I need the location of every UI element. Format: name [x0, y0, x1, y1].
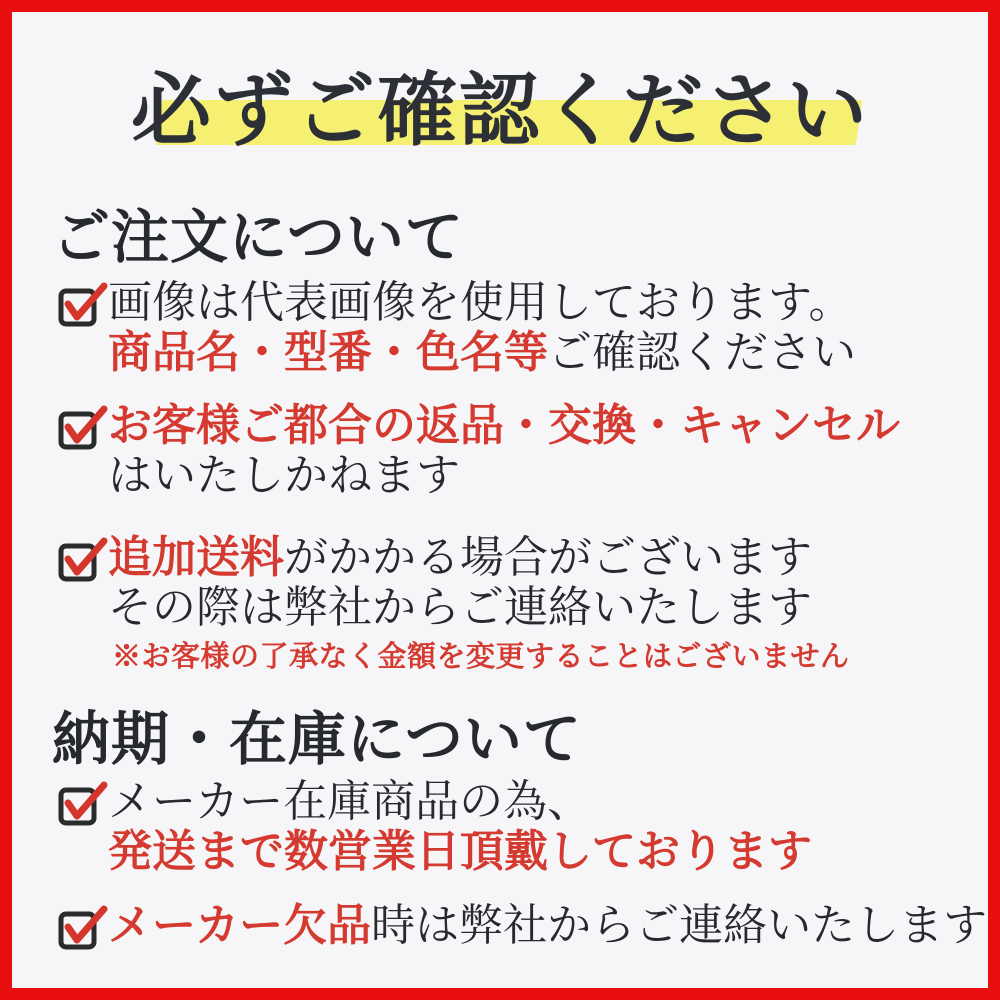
notice-item-maker-stock — [58, 777, 812, 877]
text-segment-red: 追加送料 — [108, 533, 284, 582]
item-line — [108, 401, 900, 451]
checkbox-icon — [58, 780, 108, 828]
item-line — [108, 583, 850, 633]
item-text — [108, 777, 812, 877]
text-segment: 時は弊社からご連絡いたします — [371, 901, 988, 950]
item-text — [108, 401, 900, 501]
notice-item-no-returns — [58, 401, 900, 501]
item-text — [108, 278, 856, 378]
notice-item-maker-outofstock — [58, 901, 987, 952]
text-segment: その際は弊社からご連絡いたします — [108, 583, 812, 632]
checkbox-icon — [58, 404, 108, 452]
checkbox-icon — [58, 904, 108, 952]
item-line — [108, 777, 812, 827]
checkbox-icon — [58, 281, 108, 329]
text-segment-red: メーカー欠品 — [108, 901, 372, 950]
item-line — [108, 328, 856, 378]
item-line — [108, 278, 856, 328]
item-line — [108, 901, 987, 951]
text-segment: がかかる場合がございます — [284, 533, 812, 582]
section-heading-order: ご注文について — [52, 205, 464, 270]
page-title: 必ずご確認ください — [131, 68, 869, 156]
text-segment: 画像は代表画像を使用しております。 — [108, 278, 853, 327]
price-change-note: ※お客様の了承なく金額を変更することはございません — [112, 641, 850, 673]
text-segment-red: お客様ご都合の返品・交換・キャンセル — [108, 401, 900, 450]
text-segment-red: 発送まで数営業日頂戴しております — [108, 827, 812, 876]
text-segment: メーカー在庫商品の為、 — [108, 777, 592, 826]
notice-item-representative-image — [58, 278, 856, 378]
item-line — [108, 533, 850, 583]
text-segment: はいたしかねます — [108, 451, 460, 500]
notice-item-extra-shipping — [58, 533, 850, 673]
checkbox-icon — [58, 536, 108, 584]
text-segment: ご確認ください — [548, 328, 856, 377]
item-line — [108, 827, 812, 877]
item-line — [108, 451, 900, 501]
item-text — [108, 533, 850, 673]
text-segment-red: 商品名・型番・色名等 — [108, 328, 548, 377]
item-text — [108, 901, 987, 951]
section-heading-stock: 納期・在庫について — [52, 707, 582, 772]
